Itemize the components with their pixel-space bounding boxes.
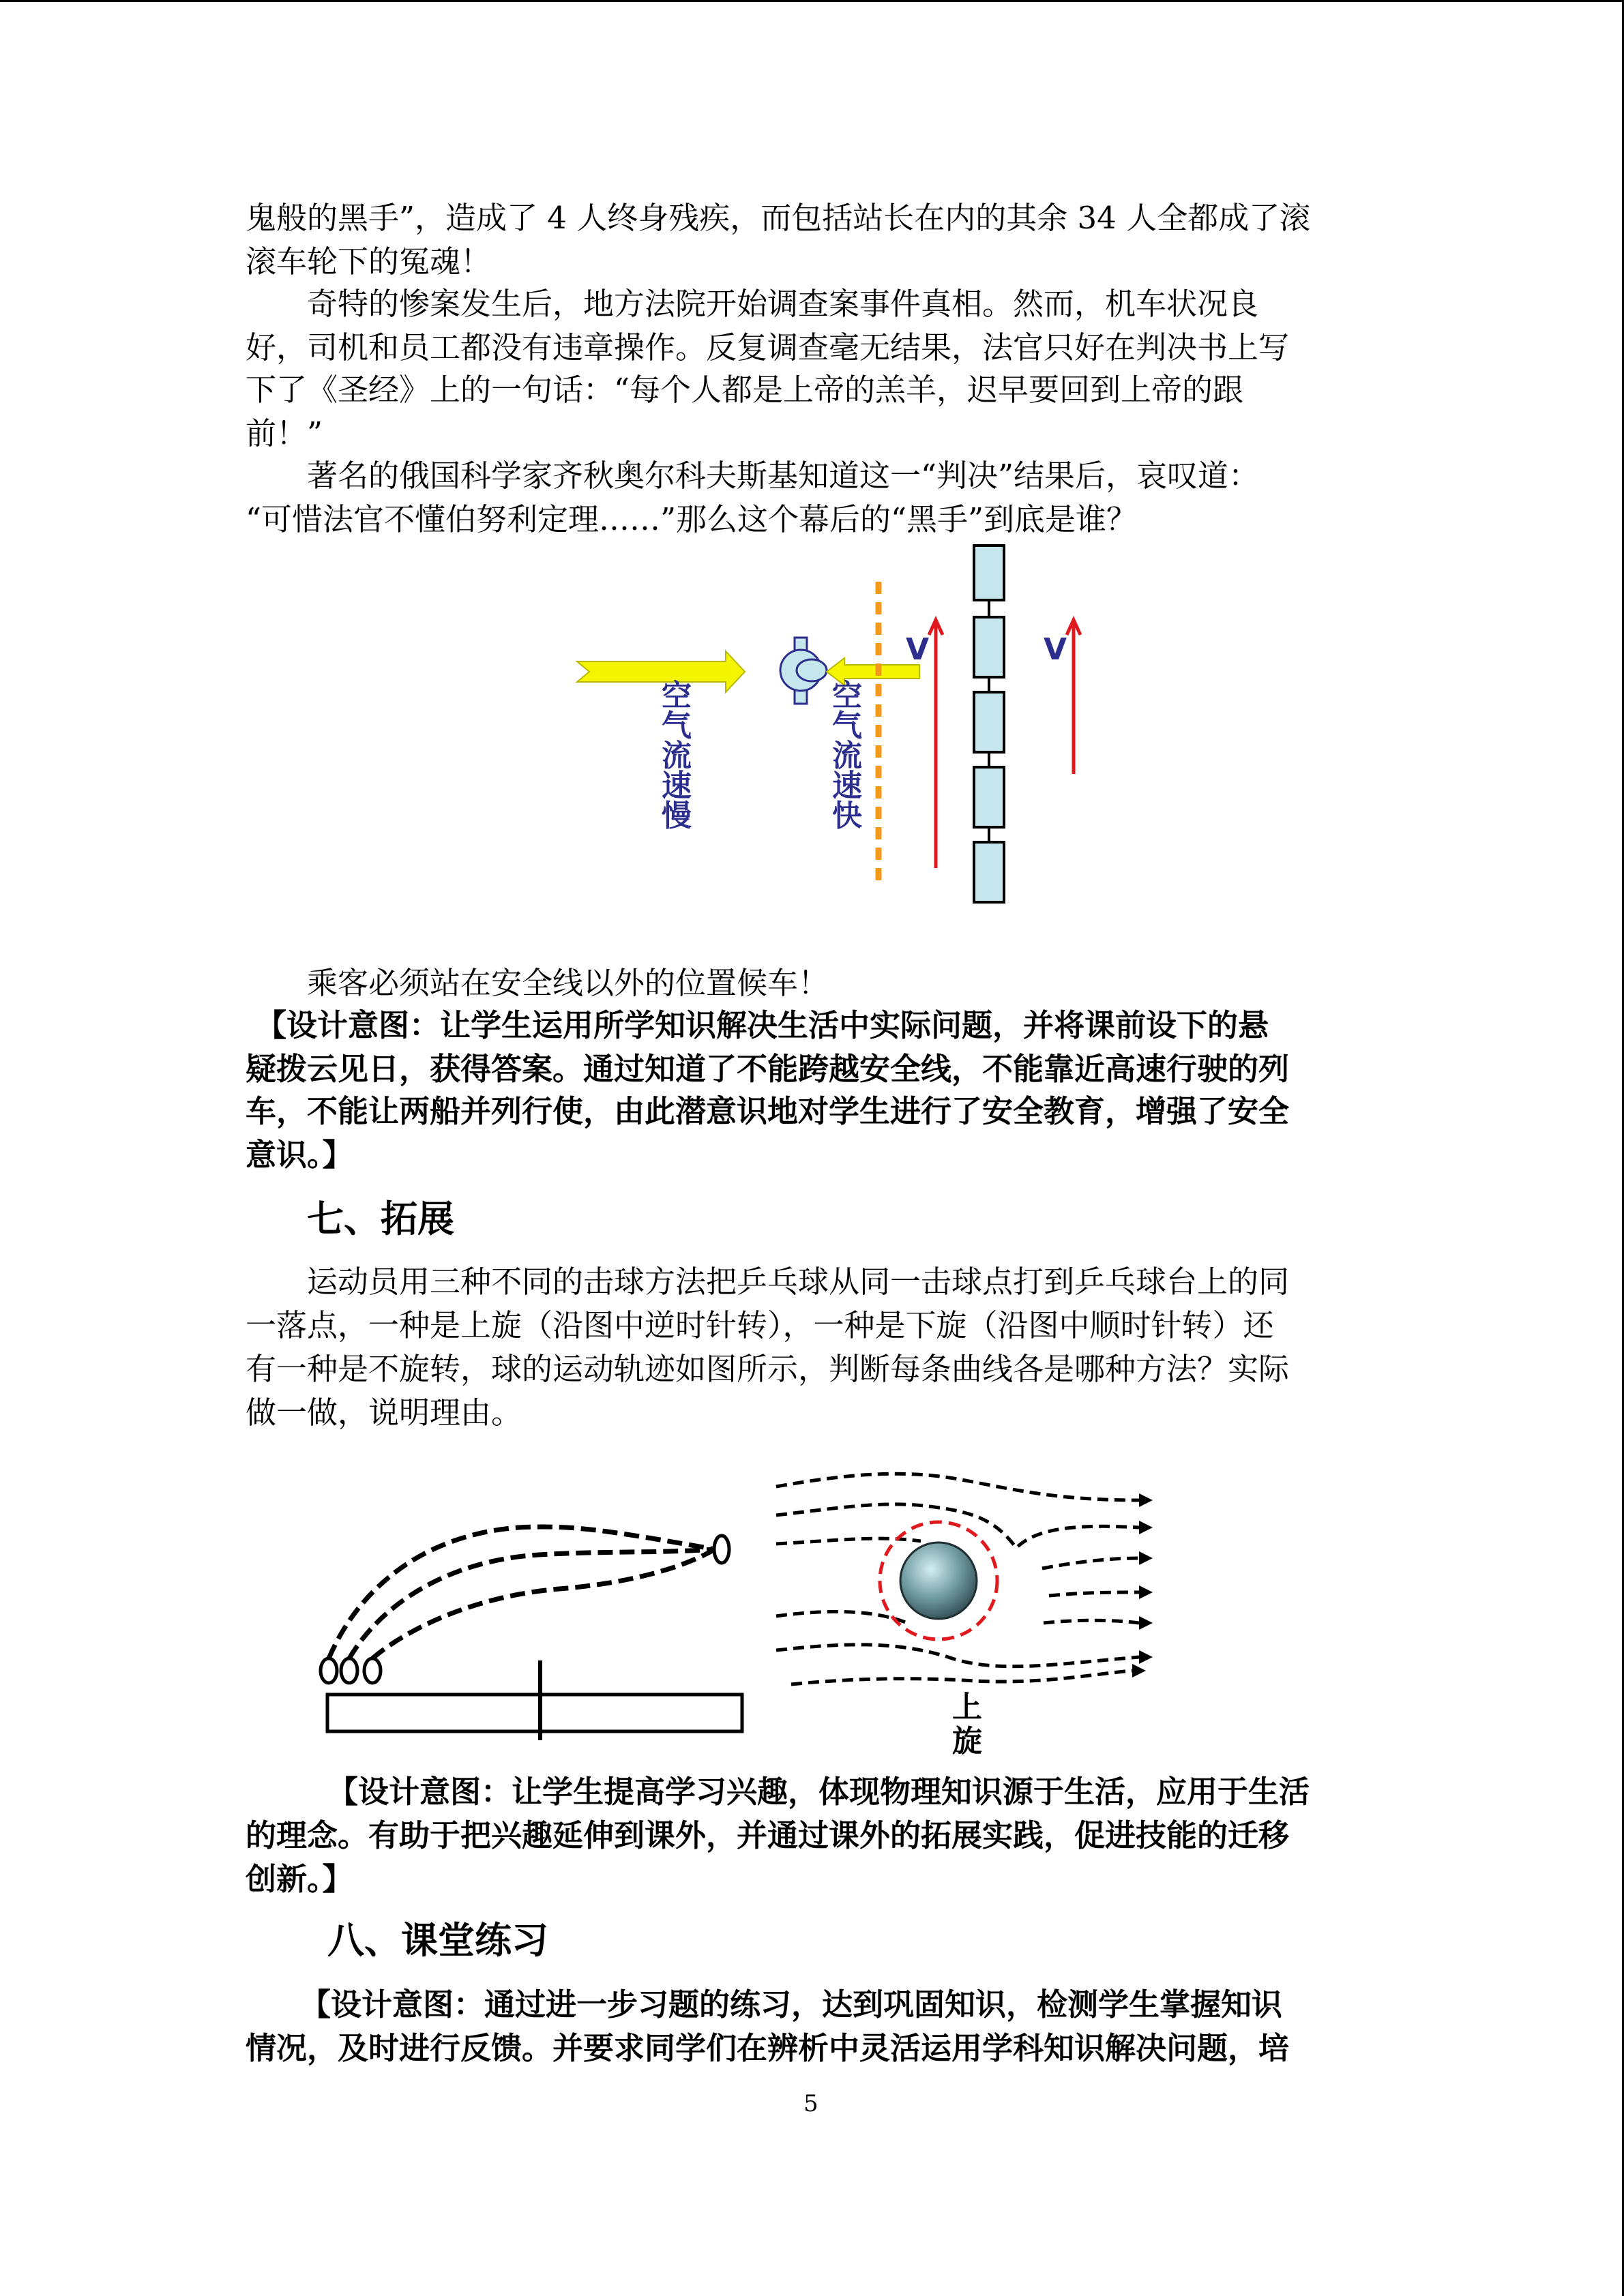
slow-air-arrow [577, 651, 745, 692]
ball-icon [364, 1658, 381, 1683]
paragraph-line: 下了《圣经》上的一句话：“每个人都是上帝的羔羊，迟早要回到上帝的跟 [246, 372, 1244, 408]
velocity-label: V [1044, 632, 1067, 667]
design-intent-line: 的理念。有助于把兴趣延伸到课外，并通过课外的拓展实践，促进技能的迁移 [246, 1817, 1290, 1853]
paragraph-line: 著名的俄国科学家齐秋奥尔科夫斯基知道这一“判决”结果后，哀叹道： [307, 458, 1260, 494]
passenger-icon [780, 638, 827, 704]
paragraph-line: 滚车轮下的冤魂！ [246, 243, 492, 280]
airflow-line [776, 1645, 1139, 1667]
design-intent-line: 【设计意图：通过进一步习题的练习，达到巩固知识，检测学生掌握知识 [300, 1986, 1283, 2023]
design-intent-line: 意识。】 [246, 1137, 353, 1173]
design-intent-line: 【设计意图：让学生运用所学知识解决生活中实际问题，并将课前设下的悬 [256, 1007, 1269, 1043]
design-intent-line: 【设计意图：让学生提高学习兴趣，体现物理知识源于生活，应用于生活 [327, 1774, 1310, 1810]
airflow-line [1042, 1558, 1139, 1568]
svg-text:流: 流 [662, 739, 692, 773]
slow-air-label [661, 679, 692, 833]
paragraph-line: 一落点，一种是上旋（沿图中逆时针转），一种是下旋（沿图中顺时针转）还 [246, 1307, 1274, 1343]
trajectory-curve [372, 1549, 715, 1658]
fast-air-label [832, 679, 862, 833]
table-tennis-table [327, 1695, 742, 1731]
svg-text:慢: 慢 [662, 799, 692, 833]
paragraph-line: 鬼般的黑手”，造成了 4 人终身残疾，而包括站长在内的其余 34 人全都成了滚 [246, 200, 1311, 236]
ball-icon [341, 1658, 357, 1683]
train [974, 546, 1004, 902]
spinning-ball-airflow-diagram [771, 1459, 1166, 1759]
paragraph-line: 运动员用三种不同的击球方法把乒乓球从同一击球点打到乒乓球台上的同 [307, 1264, 1290, 1300]
page-border-top [0, 0, 1624, 2]
paragraph-line: 做一做，说明理由。 [246, 1395, 522, 1431]
svg-text:速: 速 [662, 769, 692, 803]
design-intent-line: 车，不能让两船并列行使，由此潜意识地对学生进行了安全教育，增强了安全 [246, 1093, 1290, 1129]
svg-text:气: 气 [662, 709, 692, 743]
page-number: 5 [803, 2090, 818, 2117]
airflow-line [776, 1611, 907, 1623]
airflow-line [1049, 1592, 1139, 1596]
svg-text:气: 气 [832, 709, 862, 743]
airflow-line [776, 1474, 1139, 1500]
svg-text:空: 空 [832, 679, 862, 713]
paragraph-line: “可惜法官不懂伯努利定理……”那么这个幕后的“黑手”到底是谁？ [246, 501, 1138, 537]
svg-text:速: 速 [832, 769, 862, 803]
svg-text:空: 空 [662, 679, 692, 713]
section-heading: 七、拓展 [307, 1197, 454, 1240]
design-intent-line: 创新。】 [246, 1861, 353, 1897]
ball-icon [714, 1536, 729, 1563]
paragraph-line: 奇特的惨案发生后，地方法院开始调查案事件真相。然而，机车状况良 [307, 286, 1259, 322]
ball-trajectory-diagram [314, 1507, 750, 1753]
spin-label: 旋 [952, 1724, 982, 1759]
velocity-arrow-red [929, 620, 943, 868]
svg-text:流: 流 [832, 739, 862, 773]
design-intent-line: 疑拨云见日，获得答案。通过知道了不能跨越安全线，不能靠近高速行驶的列 [246, 1051, 1290, 1087]
section-heading: 八、课堂练习 [327, 1918, 548, 1962]
paragraph-line: 有一种是不旋转，球的运动轨迹如图所示，判断每条曲线各是哪种方法？实际 [246, 1351, 1290, 1387]
paragraph-line: 好，司机和员工都没有违章操作。反复调查毫无结果，法官只好在判决书上写 [246, 329, 1290, 366]
ball-icon [321, 1658, 337, 1683]
train-air-flow-diagram [573, 542, 1112, 910]
spin-label: 上 [952, 1690, 982, 1725]
airflow-line [791, 1671, 1132, 1684]
velocity-arrow-red [1067, 620, 1080, 774]
ball [900, 1542, 977, 1619]
velocity-label: V [906, 632, 930, 667]
svg-text:快: 快 [832, 799, 862, 833]
design-intent-line: 情况，及时进行反馈。并要求同学们在辨析中灵活运用学科知识解决问题，培 [246, 2030, 1290, 2066]
airflow-line [1044, 1620, 1139, 1623]
paragraph-line: 前！” [246, 415, 323, 451]
paragraph-line: 乘客必须站在安全线以外的位置候车！ [307, 965, 829, 1001]
